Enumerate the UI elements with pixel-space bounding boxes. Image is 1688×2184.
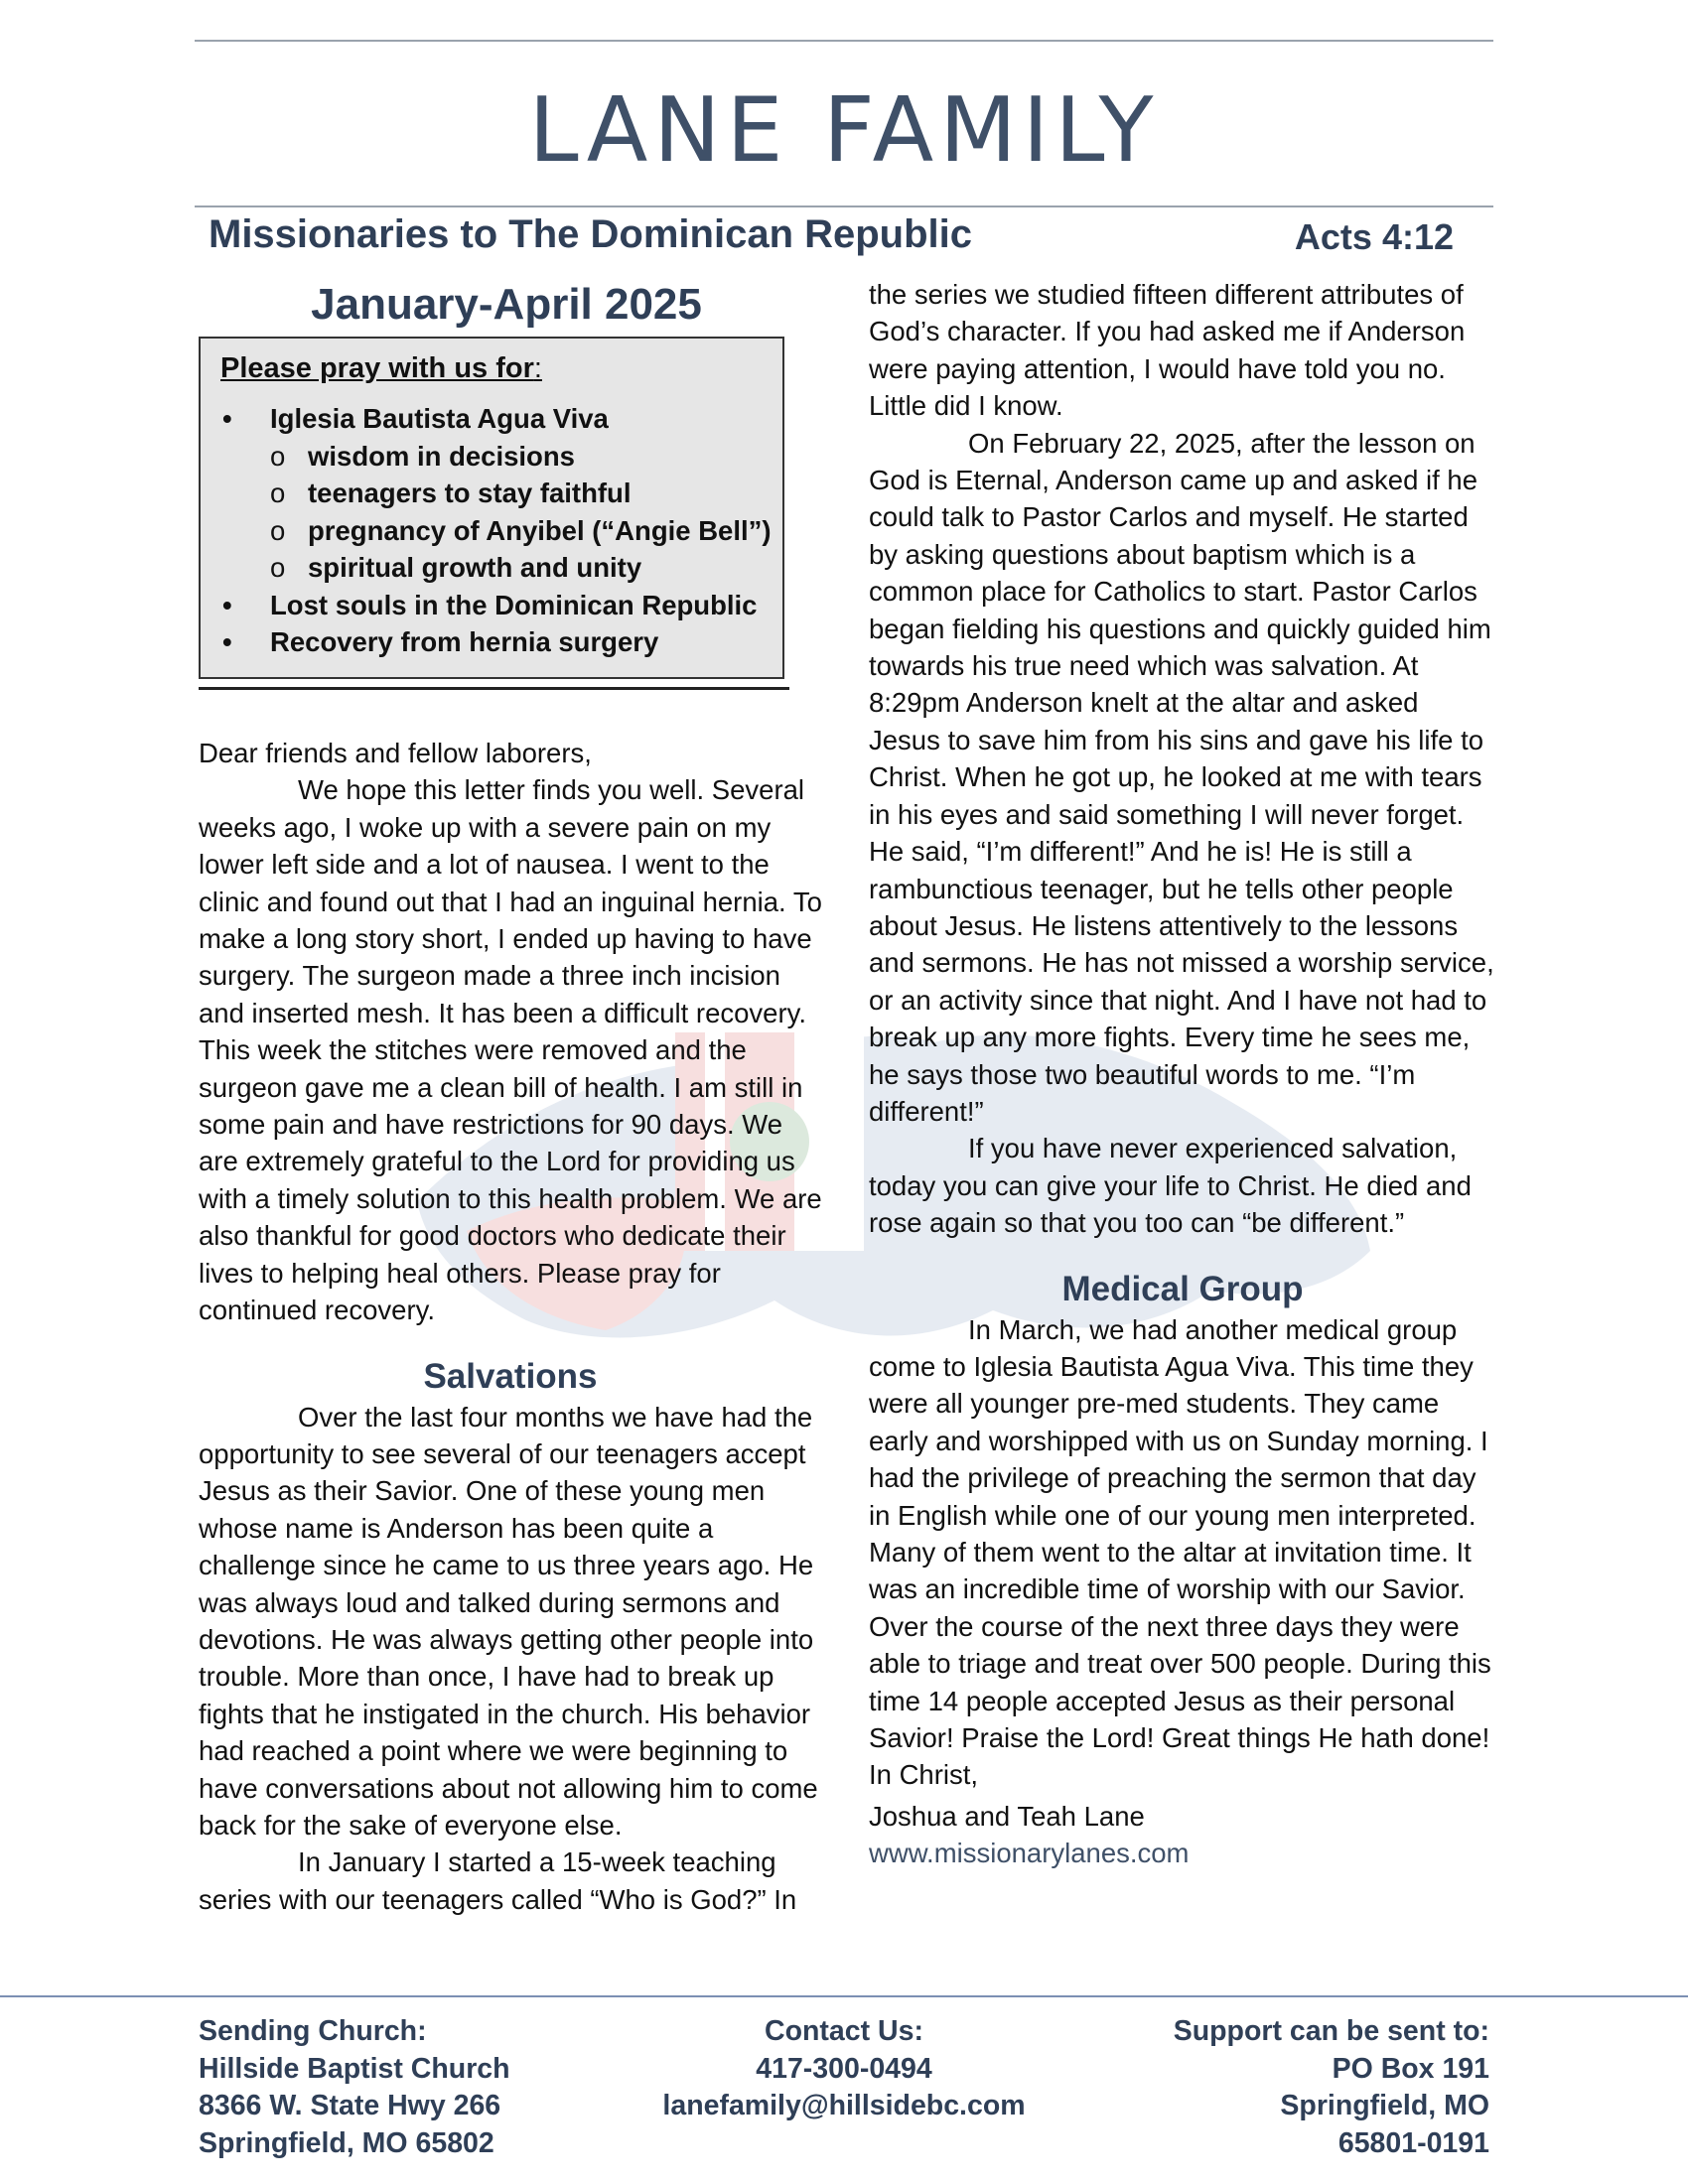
subtitle-missionaries: Missionaries to The Dominican Republic: [209, 212, 973, 256]
footer-line: Hillside Baptist Church: [199, 2052, 510, 2085]
letter-paragraph: We hope this letter finds you well. Several weeks ago, I woke up with a severe pain on my lower left side and a lot of nausea. I went to the clinic and found out that I had an inguinal hernia. To make a long story short, I ended up having to have surgery. The surgeon made a three inch incision and inserted mesh. It has been a difficult recovery. This week the stitches were removed and the surgeon gave me a clean bill of health. I am still in some pain and have restrictions for 90 days. We are extremely grateful to the Lord for providing us with a timely solution to this health problem. We are also thankful for good doctors who dedicate their lives to helping heal others. Please pray for continued recovery.: [199, 774, 822, 1326]
footer-support: [993, 2013, 1489, 2162]
prayer-item: Lost souls in the Dominican Republic: [270, 589, 758, 620]
sub-bullet-icon: o: [270, 552, 286, 583]
letter-signature: Joshua and Teah Lane: [869, 1800, 1145, 1832]
right-column: [869, 276, 1496, 1872]
sub-bullet-icon: o: [270, 478, 286, 508]
letter-greeting: Dear friends and fellow laborers,: [199, 738, 592, 768]
masthead-rule: [195, 205, 1493, 207]
letter-paragraph: In March, we had another medical group come to Iglesia Bautista Agua Viva. This time they were all younger pre-med students. They came early and worshipped with us on Sunday morning. I had the privilege of preaching the sermon that day in English while one of our young men interpreted. Many of them went to the altar at invitation time. It was an incredible time of worship with our Savior. Over the course of the next three days they were able to triage and treat over 500 people. During this time 14 people accepted Jesus as their personal Savior! Praise the Lord! Great things He hath done!: [869, 1313, 1491, 1754]
prayer-item: Iglesia Bautista Agua Viva: [270, 403, 609, 434]
footer-email[interactable]: lanefamily@hillsidebc.com: [662, 2090, 1026, 2121]
prayer-box: [199, 337, 784, 679]
letter-paragraph: the series we studied fifteen different attributes of God’s character. If you had asked me if Anderson were paying attention, I would have told you no. Little did I know.: [869, 279, 1466, 422]
list-item: [201, 512, 782, 550]
letter-paragraph: In January I started a 15-week teaching series with our teenagers called “Who is God?” In: [199, 1846, 797, 1915]
footer-label: Support can be sent to:: [1173, 2015, 1489, 2047]
top-rule: [195, 40, 1493, 42]
list-item: [201, 549, 782, 587]
bullet-icon: •: [222, 403, 232, 434]
footer-rule: [0, 1995, 1688, 1997]
letter-paragraph: On February 22, 2025, after the lesson on God is Eternal, Anderson came up and asked if he could talk to Pastor Carlos and myself. He started by asking questions about baptism which is a common place for Catholics to start. Pastor Carlos began fielding his questions and quickly guided him towards his true need which was salvation. At 8:29pm Anderson knelt at the altar and asked Jesus to save him from his sins and gave his life to Christ. When he got up, he looked at me with tears in his eyes and said something I will never forget. He said, “I’m different!” And he is! He is still a rambunctious teenager, but he tells other people about Jesus. He listens attentively to the lessons and sermons. He has not missed a worship service, or an activity since that night. And I have not had to break up any more fights. Every time he sees me, he says those two beautiful words to me. “I’m different!”: [869, 427, 1494, 1127]
prayer-subitem: spiritual growth and unity: [308, 552, 642, 583]
prayer-box-underline: [199, 687, 789, 690]
letter-paragraph: If you have never experienced salvation, today you can give your life to Christ. He died and rose again so that you too can “be different.”: [869, 1133, 1472, 1239]
list-item: [201, 400, 782, 438]
list-item: [201, 587, 782, 624]
sub-bullet-icon: o: [270, 440, 286, 472]
medical-heading: Medical Group: [1061, 1269, 1304, 1308]
prayer-title: Please pray with us for:: [220, 352, 542, 384]
masthead-title: LANE FAMILY: [528, 78, 1160, 183]
bullet-icon: •: [222, 626, 232, 657]
footer-label: Contact Us:: [765, 2015, 923, 2047]
left-column: [199, 735, 822, 1918]
prayer-subitem: pregnancy of Anyibel (“Angie Bell”): [308, 514, 772, 546]
footer-phone: 417-300-0494: [756, 2052, 932, 2085]
bullet-icon: •: [222, 589, 232, 620]
prayer-subitem: wisdom in decisions: [308, 440, 575, 472]
prayer-item: Recovery from hernia surgery: [270, 626, 659, 657]
list-item: [201, 623, 782, 661]
footer-line: PO Box 191: [1332, 2052, 1489, 2085]
salvations-heading: Salvations: [423, 1356, 598, 1396]
website-link[interactable]: www.missionarylanes.com: [869, 1838, 1190, 1869]
prayer-subitem: teenagers to stay faithful: [308, 478, 632, 508]
footer-line: Springfield, MO: [1280, 2090, 1489, 2121]
footer-line: 8366 W. State Hwy 266: [199, 2090, 501, 2121]
footer-line: Springfield, MO 65802: [199, 2126, 494, 2159]
date-heading: January-April 2025: [311, 280, 702, 329]
prayer-list: [201, 400, 782, 661]
letter-paragraph: Over the last four months we have had the opportunity to see several of our teenagers accept Jesus as their Savior. One of these young men whose name is Anderson has been quite a challenge since he came to us three years ago. He was always loud and talked during sermons and devotions. He was always getting other people into trouble. More than once, I have had to break up fights that he instigated in the church. His behavior had reached a point where we were beginning to have conversations about not allowing him to come back for the sake of everyone else.: [199, 1401, 818, 1841]
footer-label: Sending Church:: [199, 2015, 427, 2047]
letter-closing: In Christ,: [869, 1759, 979, 1791]
list-item: [201, 438, 782, 476]
footer-line: 65801-0191: [1337, 2126, 1489, 2159]
sub-bullet-icon: o: [270, 514, 286, 546]
list-item: [201, 475, 782, 512]
subtitle-scripture: Acts 4:12: [1294, 216, 1454, 257]
